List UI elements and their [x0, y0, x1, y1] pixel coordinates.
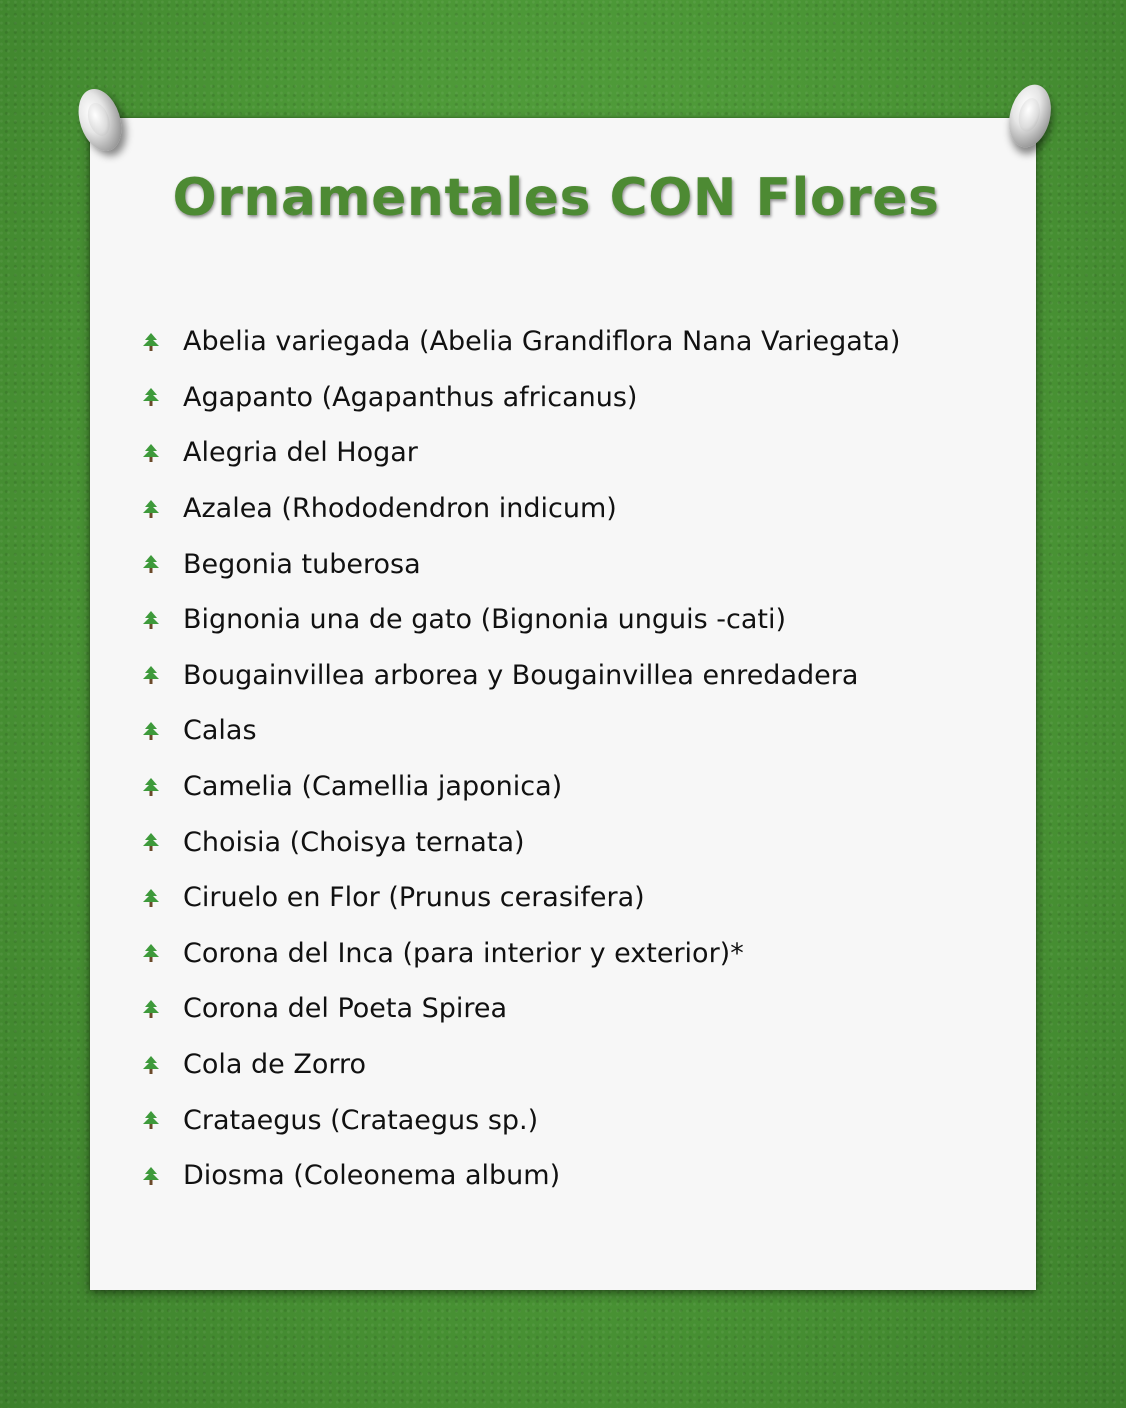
tree-bullet-icon [140, 442, 162, 464]
plant-name: Begonia tuberosa [183, 548, 421, 580]
tree-bullet-icon [140, 1165, 162, 1187]
plant-name: Calas [183, 715, 257, 747]
tree-bullet-icon [140, 609, 162, 631]
plant-name: Choisia (Choisya ternata) [183, 826, 525, 858]
list-item [140, 1148, 900, 1204]
list-item [140, 314, 900, 370]
tree-bullet-icon [140, 331, 162, 353]
tree-bullet-icon [140, 553, 162, 575]
plant-name: Abelia variegada (Abelia Grandiflora Nana Variegata) [183, 326, 901, 358]
list-item [140, 1092, 900, 1148]
list-item [140, 1037, 900, 1093]
tree-bullet-icon [140, 664, 162, 686]
plant-name: Corona del Poeta Spirea [183, 993, 508, 1025]
list-item [140, 759, 900, 815]
plant-name: Camelia (Camellia japonica) [183, 771, 563, 803]
tree-bullet-icon [140, 1109, 162, 1131]
tree-bullet-icon [140, 1054, 162, 1076]
plant-name: Agapanto (Agapanthus africanus) [183, 381, 638, 413]
tree-bullet-icon [140, 998, 162, 1020]
plant-name: Corona del Inca (para interior y exterior)* [183, 937, 744, 969]
list-item [140, 926, 900, 982]
tree-bullet-icon [140, 720, 162, 742]
list-item [140, 703, 900, 759]
list-item [140, 370, 900, 426]
list-item [140, 536, 900, 592]
tree-bullet-icon [140, 831, 162, 853]
plant-name: Bougainvillea arborea y Bougainvillea enredadera [183, 659, 859, 691]
plant-name: Ciruelo en Flor (Prunus cerasifera) [183, 882, 645, 914]
tree-bullet-icon [140, 887, 162, 909]
plant-name: Crataegus (Crataegus sp.) [183, 1104, 539, 1136]
plant-name: Bignonia una de gato (Bignonia unguis -cati) [183, 604, 787, 636]
plant-name: Alegria del Hogar [183, 437, 418, 469]
list-item [140, 592, 900, 648]
list-item [140, 425, 900, 481]
tree-bullet-icon [140, 498, 162, 520]
tree-bullet-icon [140, 942, 162, 964]
list-item [140, 981, 900, 1037]
list-item [140, 870, 900, 926]
tree-bullet-icon [140, 386, 162, 408]
plant-name: Azalea (Rhododendron indicum) [183, 493, 617, 525]
plant-name: Cola de Zorro [183, 1049, 367, 1081]
list-item [140, 481, 900, 537]
tree-bullet-icon [140, 776, 162, 798]
page-title: Ornamentales CON Flores [172, 168, 940, 228]
plant-list [140, 314, 900, 1204]
list-item [140, 814, 900, 870]
plant-name: Diosma (Coleonema album) [183, 1160, 561, 1192]
list-item [140, 648, 900, 704]
